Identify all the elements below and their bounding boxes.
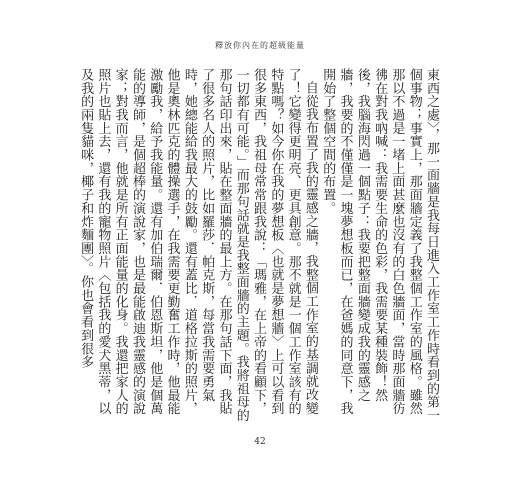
paragraph: 自從我布置了我的靈感之牆，我整個工作室的基調就改變了！它變得更明亮、更具創意。那不就是一個工作室該有的特點嗎？如今你在我的夢想板〈也就是夢想牆〉上可以看到很多東西，我祖母常常跟我說：「瑪雅，在上帝的看顧下，一切都有可能。」而那句話就是我整面牆的主題。我將祖母的那句話印出來，貼在整面牆的最上方。在那句話下面，我貼了很多名人的照片，比如羅莎．帕克斯，每當我需要勇氣時，她總能給我最大的鼓勵。還有蓋比．道格拉斯的照片，他是奧林匹克的體操選手，在我需要更勤奮工作時，他最能激勵我，給予我能量。還有加伯瑞爾．伯恩斯坦，他是個萬能的導師，是個超棒的演說家，也是最能啟迪我靈感的演說家；對我而言，他就是所有正面能量的化身。我還把家人的照片也貼上去，還有我的寵物照片〈包括我的愛犬黑蒂，以及我的兩隻貓咪，椰子和炸麵團〉。你也會看到很多 xyxy=(78,68,318,422)
paragraph: 東西之處〉，那一面牆是我每日進入工作室工作時看到的第一個事物；事實上，那面牆定義了我整個工作室的風格。雖然那以不過是一堵上面甚麼也沒有的白色牆面，當時那面牆彷彿在對我吶喊：我需要生命的色彩，我需要某種裝飾！然後，我腦海閃過一個點子：我要把整面牆變成我的靈感之牆，我要的不僅僅是一塊夢想板而已，在爸媽的同意下，我開始了整個空間的布置。 xyxy=(320,68,439,422)
running-header: 釋放你內在的超級能量 xyxy=(215,41,305,50)
page-number: 42 xyxy=(254,437,266,447)
body-text xyxy=(70,68,440,428)
